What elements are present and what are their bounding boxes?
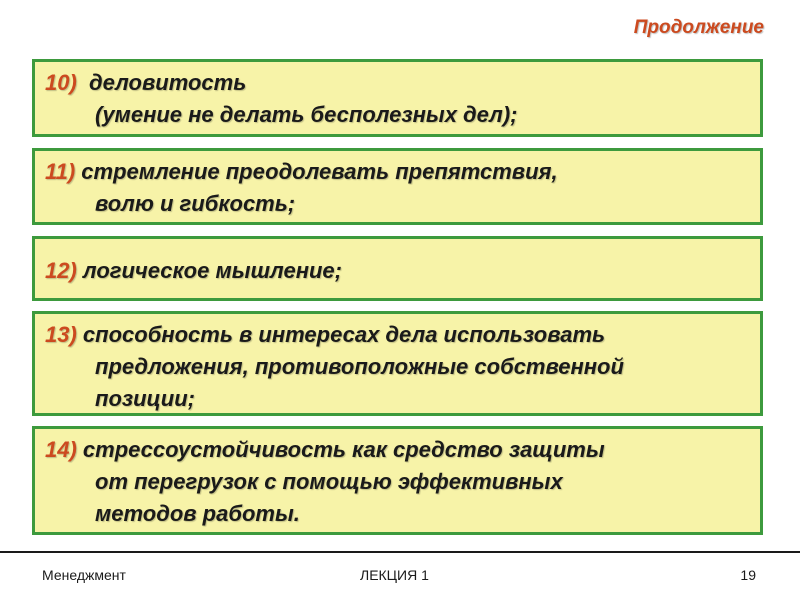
list-item-11 <box>32 148 763 225</box>
item-text: деловитость <box>89 70 247 95</box>
item-text-continuation: (умение не делать бесполезных дел); <box>95 102 518 127</box>
item-14-first-line <box>45 434 750 466</box>
item-10-first-line <box>45 67 750 99</box>
list-item-13 <box>32 311 763 416</box>
item-text: способность в интересах дела использовать <box>82 322 606 347</box>
item-number: 10) <box>45 70 77 95</box>
footer-course-name: Менеджмент <box>42 567 126 583</box>
list-item-12 <box>32 236 763 301</box>
item-13-first-line <box>45 319 750 351</box>
item-text-continuation: волю и гибкость; <box>95 191 296 216</box>
item-text: стремление преодолевать препятствия, <box>81 159 558 184</box>
item-text-continuation: от перегрузок с помощью эффективных <box>95 469 563 494</box>
slide-title: Продолжение <box>633 17 764 38</box>
item-11-first-line <box>45 156 750 188</box>
footer-divider <box>0 551 800 553</box>
item-text: логическое мышление; <box>82 258 342 283</box>
item-text: стрессоустойчивость как средство защиты <box>82 437 605 462</box>
item-text-continuation: позиции; <box>95 386 195 411</box>
footer-lecture-label: ЛЕКЦИЯ 1 <box>360 567 429 583</box>
item-12-first-line <box>45 255 750 287</box>
list-item-14 <box>32 426 763 535</box>
item-number: 12) <box>45 258 77 283</box>
item-number: 14) <box>45 437 77 462</box>
item-text-continuation: методов работы. <box>95 501 300 526</box>
item-number: 11) <box>45 159 76 184</box>
footer-page-number: 19 <box>740 567 756 583</box>
list-item-10 <box>32 59 763 137</box>
item-text-continuation: предложения, противоположные собственной <box>95 354 624 379</box>
item-number: 13) <box>45 322 77 347</box>
